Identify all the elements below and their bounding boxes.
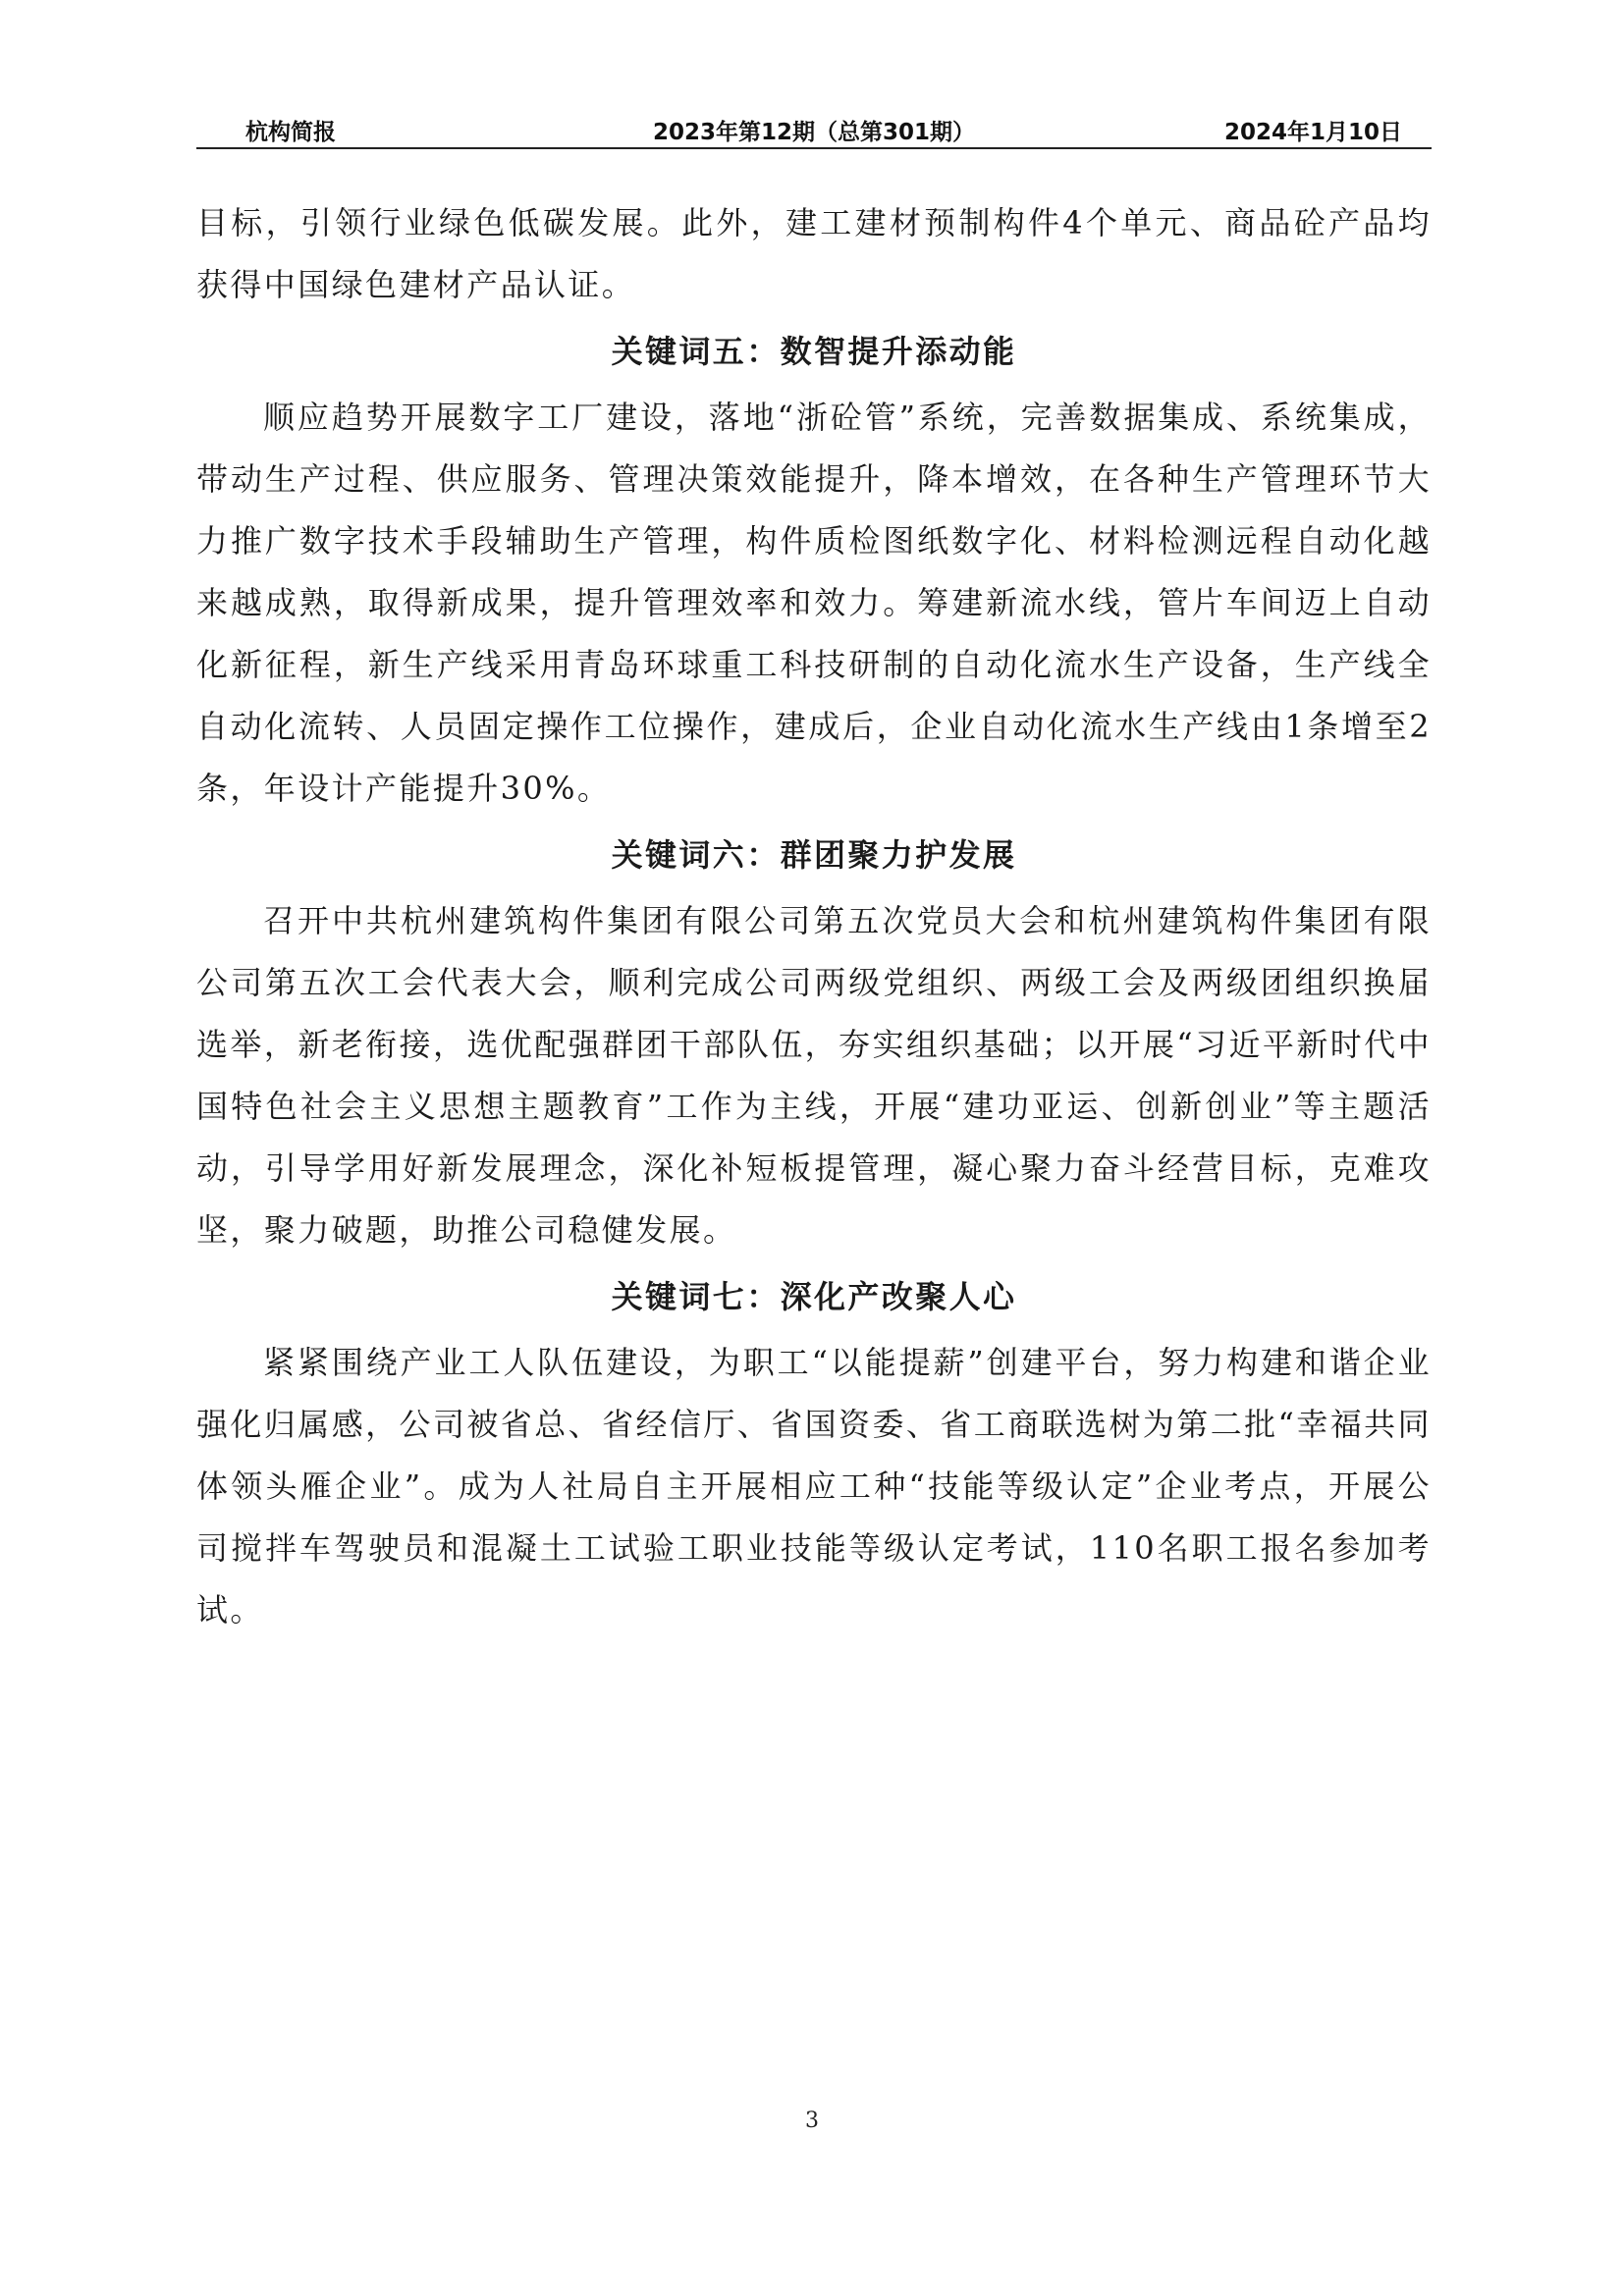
page-number: 3 xyxy=(805,2109,819,2133)
section-paragraph-5: 顺应趋势开展数字工厂建设，落地“浙砼管”系统，完善数据集成、系统集成，带动生产过程、供应服务、管理决策效能提升，降本增效，在各种生产管理环节大力推广数字技术手段辅助生产管理，构件质检图纸数字化、材料检测远程自动化越来越成熟，取得新成果，提升管理效率和效力。筹建新流水线，管片车间迈上自动化新征程，新生产线采用青岛环球重工科技研制的自动化流水生产设备，生产线全自动化流转、人员固定操作工位操作，建成后，企业自动化流水生产线由1条增至2条，年设计产能提升30%。 xyxy=(196,399,1432,807)
header-publication-name: 杭构简报 xyxy=(245,120,336,145)
section-paragraph-7: 紧紧围绕产业工人队伍建设，为职工“以能提薪”创建平台，努力构建和谐企业强化归属感，公司被省总、省经信厅、省国资委、省工商联选树为第二批“幸福共同体领头雁企业”。成为人社局自主开展相应工种“技能等级认定”企业考点，开展公司搅拌车驾驶员和混凝土工试验工职业技能等级认定考试，110名职工报名参加考试。 xyxy=(196,1344,1432,1629)
header-issue-number: 2023年第12期（总第301期） xyxy=(652,120,976,145)
section-heading-5: 关键词五：数智提升添动能 xyxy=(611,333,1017,370)
header-date: 2024年1月10日 xyxy=(1223,120,1402,145)
section-paragraph-6: 召开中共杭州建筑构件集团有限公司第五次党员大会和杭州建筑构件集团有限公司第五次工会代表大会，顺利完成公司两级党组织、两级工会及两级团组织换届选举，新老衔接，选优配强群团干部队伍，夯实组织基础；以开展“习近平新时代中国特色社会主义思想主题教育”工作为主线，开展“建功亚运、创新创业”等主题活动，引导学用好新发展理念，深化补短板提管理，凝心聚力奋斗经营目标，克难攻坚，聚力破题，助推公司稳健发展。 xyxy=(196,902,1432,1249)
header-divider xyxy=(196,147,1432,149)
page-header xyxy=(196,114,1432,149)
intro-paragraph: 目标，引领行业绿色低碳发展。此外，建工建材预制构件4个单元、商品砼产品均获得中国绿色建材产品认证。 xyxy=(196,204,1432,303)
section-heading-7: 关键词七：深化产改聚人心 xyxy=(611,1278,1017,1315)
document-body xyxy=(196,192,1432,1641)
section-heading-6: 关键词六：群团聚力护发展 xyxy=(611,836,1017,874)
